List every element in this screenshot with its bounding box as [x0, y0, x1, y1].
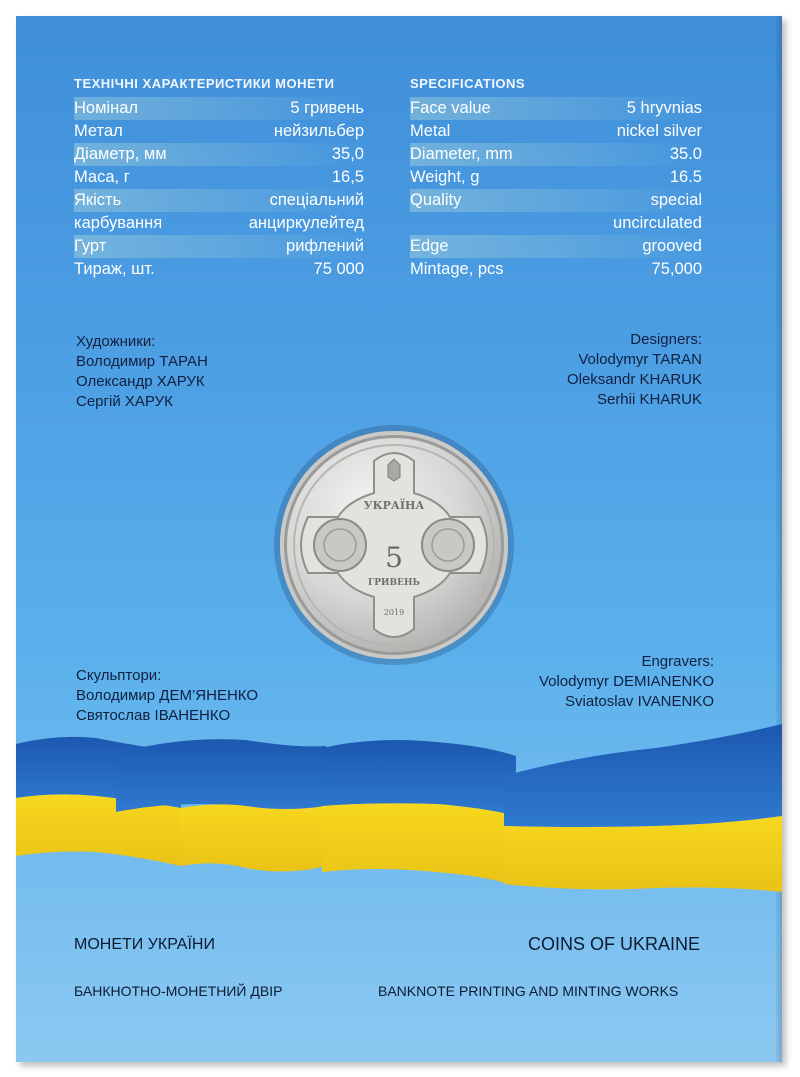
designers-ua — [76, 332, 208, 412]
spec-row — [410, 212, 702, 235]
designer-name: Volodymyr TARAN — [578, 351, 702, 368]
flag-right — [504, 724, 782, 892]
specifications-en-header: SPECIFICATIONS — [410, 76, 526, 91]
spec-label: карбування — [74, 214, 163, 232]
spec-value: нейзильбер — [273, 122, 364, 140]
sculptor-name: Володимир ДЕМ’ЯНЕНКО — [76, 687, 259, 704]
spec-value: 35.0 — [669, 145, 702, 163]
spec-value: uncirculated — [613, 214, 702, 232]
coin-design — [280, 431, 508, 659]
spec-value: grooved — [642, 237, 702, 255]
spec-value: special — [650, 191, 702, 209]
spec-label: Weight, g — [410, 168, 480, 186]
designer-name: Oleksandr KHARUK — [566, 371, 702, 388]
spec-value: nickel silver — [616, 122, 702, 140]
designers-en-title: Designers: — [630, 331, 702, 348]
spec-row — [410, 189, 702, 212]
specifications-ua — [74, 76, 364, 281]
coin-denomination: 5 — [385, 541, 403, 574]
spec-value: анциркулейтед — [248, 214, 364, 232]
designer-name: Олександр ХАРУК — [76, 373, 205, 390]
footer-title-en: COINS OF UKRAINE — [528, 934, 701, 954]
spec-value: 16,5 — [331, 168, 364, 186]
spec-label: Quality — [410, 191, 462, 209]
designer-name: Serhii KHARUK — [596, 391, 702, 408]
spec-value: 35,0 — [331, 145, 364, 163]
spec-label: Якість — [74, 191, 122, 209]
spec-row — [410, 97, 702, 120]
spec-row — [410, 258, 702, 281]
spec-row — [74, 120, 364, 143]
spec-row — [410, 143, 702, 166]
footer-subtitle-en: BANKNOTE PRINTING AND MINTING WORKS — [378, 983, 679, 999]
spec-row — [74, 189, 364, 212]
spec-label: Metal — [410, 122, 451, 140]
spec-row — [74, 166, 364, 189]
sculptor-name: Святослав ІВАНЕНКО — [76, 707, 231, 724]
spec-label: Номінал — [74, 99, 139, 117]
spec-value: 5 гривень — [290, 99, 364, 117]
spec-label: Діаметр, мм — [74, 145, 167, 163]
spec-row — [410, 120, 702, 143]
spec-label: Метал — [74, 122, 123, 140]
spec-label: Face value — [410, 99, 491, 117]
designers-ua-title: Художники: — [76, 333, 156, 350]
coin-currency: ГРИВЕНЬ — [368, 578, 420, 588]
spec-row — [410, 166, 702, 189]
footer-title-ua: МОНЕТИ УКРАЇНИ — [74, 936, 215, 953]
coin-country: УКРАЇНА — [363, 499, 425, 512]
engravers-en — [456, 652, 714, 712]
specifications-ua-header: ТЕХНІЧНІ ХАРАКТЕРИСТИКИ МОНЕТИ — [74, 76, 335, 91]
spec-label: Diameter, mm — [410, 145, 513, 163]
specifications-en — [410, 76, 702, 281]
engravers-en-title: Engravers: — [641, 653, 714, 670]
spec-label: Гурт — [74, 237, 107, 255]
spec-value: рифлений — [286, 237, 364, 255]
spec-row — [74, 212, 364, 235]
spec-value: 5 hryvnias — [626, 99, 702, 117]
flag-center — [322, 740, 516, 886]
spec-label: Маса, г — [74, 168, 130, 186]
ukrainian-flags-band — [16, 716, 782, 916]
spec-row — [74, 97, 364, 120]
spec-row — [74, 143, 364, 166]
commemorative-coin — [280, 431, 508, 659]
designer-name: Сергій ХАРУК — [76, 393, 173, 410]
engraver-name: Volodymyr DEMIANENKO — [538, 673, 714, 690]
engraver-name: Sviatoslav IVANENKO — [565, 693, 714, 710]
spec-row — [74, 258, 364, 281]
spec-value: спеціальний — [269, 191, 364, 209]
coin-year: 2019 — [383, 608, 405, 617]
footer-subtitle-ua: БАНКНОТНО-МОНЕТНИЙ ДВІР — [74, 983, 283, 999]
spec-row — [74, 235, 364, 258]
coin-folder-card — [16, 16, 782, 1062]
designers-en — [476, 330, 702, 410]
designer-name: Володимир ТАРАН — [76, 353, 208, 370]
spec-label: Edge — [410, 237, 449, 255]
left-medallion — [314, 519, 366, 571]
spec-row — [410, 235, 702, 258]
spec-value: 75 000 — [313, 260, 364, 278]
right-medallion — [422, 519, 474, 571]
sculptors-ua-title: Скульптори: — [76, 667, 162, 684]
spec-label: Mintage, pcs — [410, 260, 504, 278]
spec-label: Тираж, шт. — [74, 260, 155, 278]
spec-value: 75,000 — [651, 260, 702, 278]
spec-value: 16.5 — [669, 168, 702, 186]
